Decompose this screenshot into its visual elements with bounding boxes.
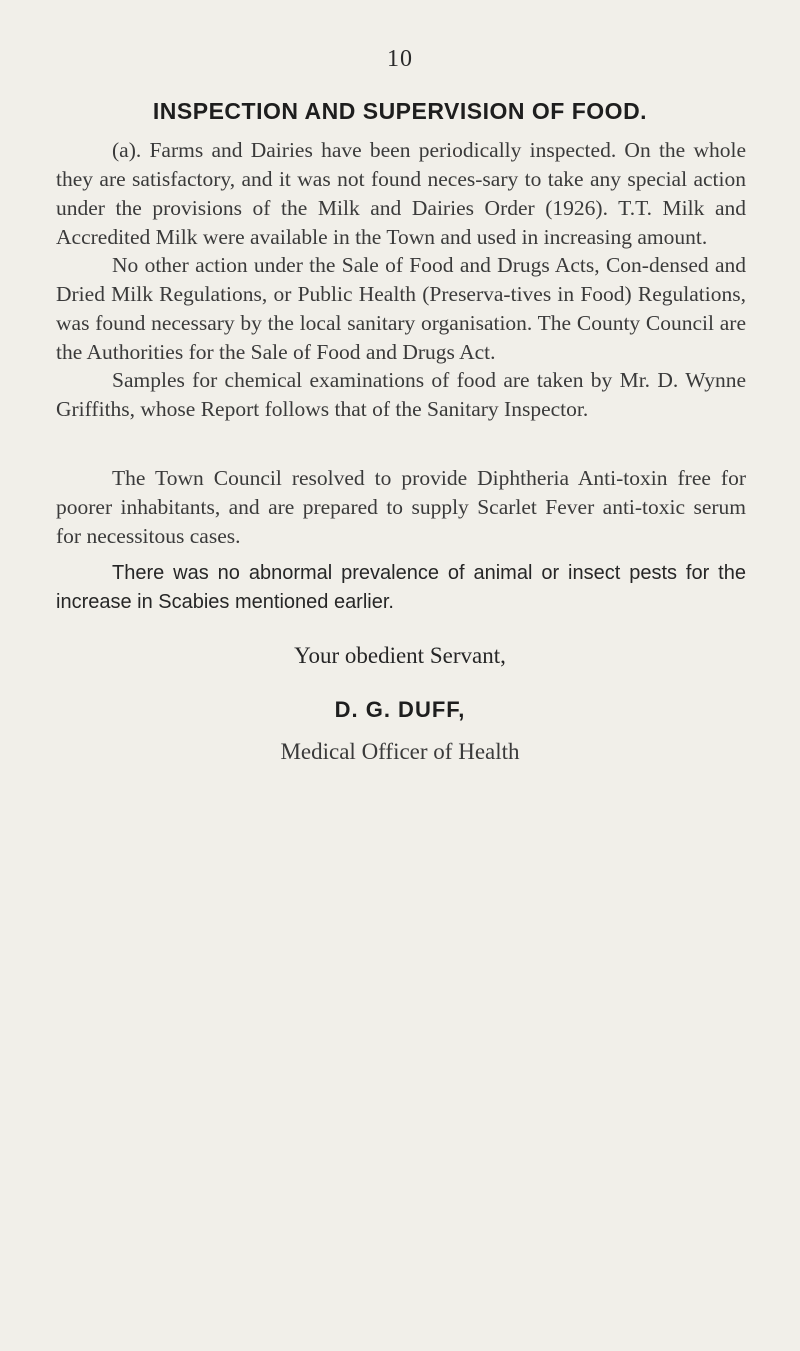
paragraph-pests: There was no abnormal prevalence of animal or insect pests for the increase in Scabies mentioned earlier.	[56, 562, 746, 613]
closing-salutation: Your obedient Servant,	[294, 643, 506, 668]
paragraph-antitoxin: The Town Council resolved to provide Diphtheria Anti-toxin free for poorer inhabitants, and are prepared to supply Scarlet Fever anti-toxic serum for necessitous cases.	[56, 466, 746, 548]
paragraph-farms-dairies: (a). Farms and Dairies have been periodically inspected. On the whole they are satisfactory, and it was not found neces-sary to take any special action under the provisions of the Milk and Dairies Order (1926). T.T. Milk and Accredited Milk were available in the Town and used in increasing amount.	[56, 138, 746, 249]
page-number: 10	[387, 46, 413, 72]
paragraph-samples: Samples for chemical examinations of food are taken by Mr. D. Wynne Griffiths, whose Report follows that of the Sanitary Inspector.	[56, 368, 746, 421]
paragraph-food-drugs-acts: No other action under the Sale of Food and Drugs Acts, Con-densed and Dried Milk Regulations, or Public Health (Preserva-tives in Food) Regulations, was found necessary by the local sanitary organisation. The County Council are the Authorities for the Sale of Food and Drugs Act.	[56, 253, 746, 364]
signature-title: Medical Officer of Health	[280, 739, 520, 764]
section-heading: INSPECTION AND SUPERVISION OF FOOD.	[152, 98, 648, 124]
signature-name: D. G. DUFF,	[334, 697, 466, 722]
